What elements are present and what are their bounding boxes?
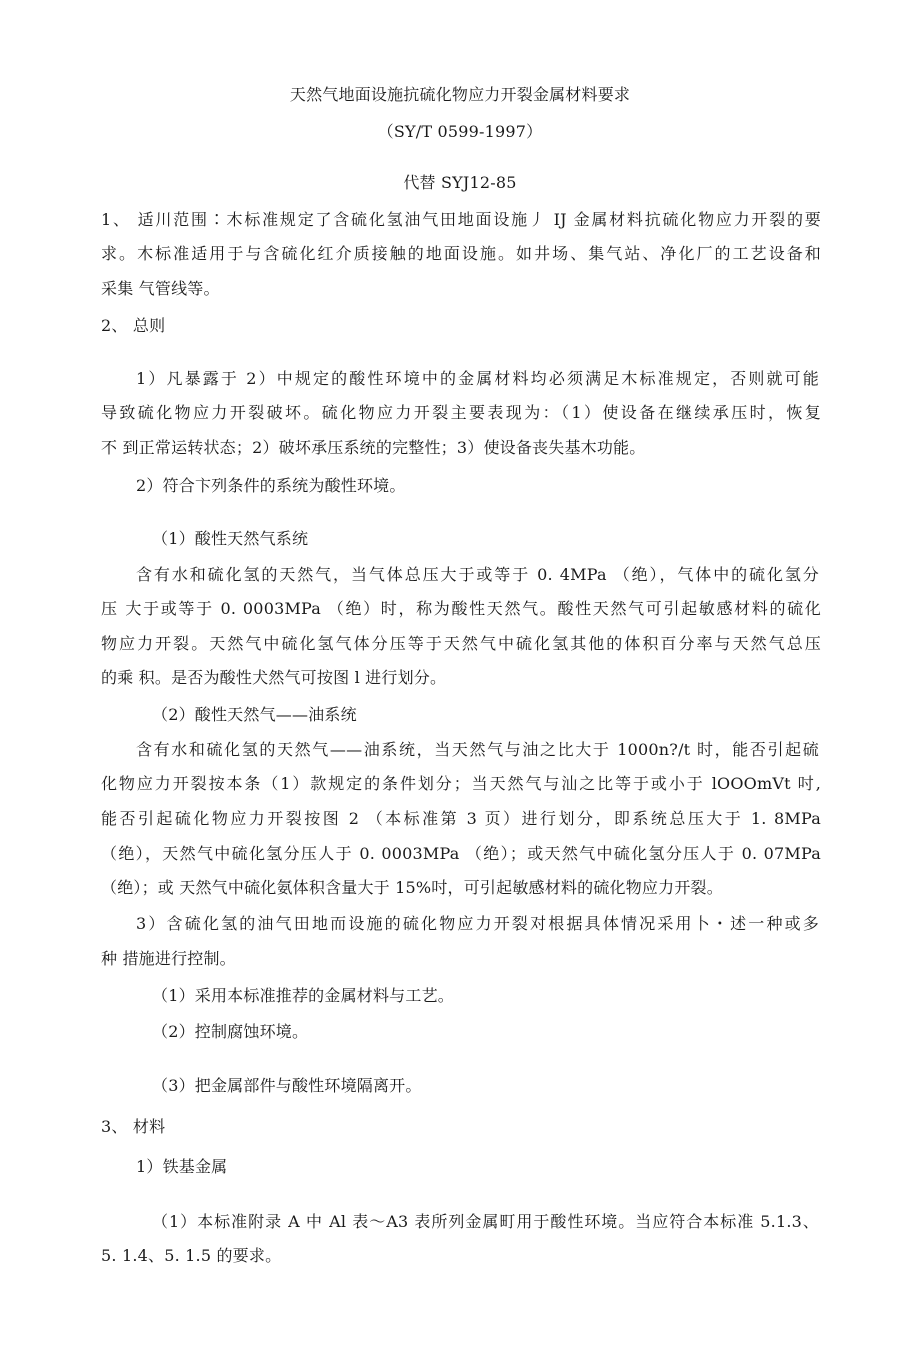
sour-gas-line-2: 压 大于或等于 0. 0003MPa （绝）时，称为酸性天然气。酸性天然气可引起敏感材料的硫化 <box>101 599 821 618</box>
ferrous-metals-heading: 1）铁基金属 <box>136 1157 228 1176</box>
scope-line-3: 采集 气管线等。 <box>101 279 220 298</box>
sour-gas-oil-line-2: 化物应力开裂按本条（1）款规定的条件划分；当天然气与汕之比等于或小于 lOOOmVt 吋, <box>101 774 821 793</box>
replaces-note: 代替 SYJ12-85 <box>403 173 517 192</box>
materials-line-1: （1）本标准附录 A 中 Al 表～A3 表所列金属町用于酸性环境。当应符合本标准 5.1.3、 <box>152 1212 819 1231</box>
sour-gas-oil-line-3: 能否引起硫化物应力开裂按图 2 （本标准第 3 页）进行划分，即系统总压大于 1. 8MPa <box>101 809 821 828</box>
sour-gas-line-3: 物应力开裂。天然气中硫化氢气体分压等于天然气中硫化氢其他的体积百分率与天然气总压 <box>101 634 821 653</box>
sour-gas-oil-line-5: （绝）；或 天然气中硫化氨体积含量大于 15%吋，可引起敏感材料的硫化物应力开裂。 <box>101 878 723 897</box>
control-line-2: 种 措施进行控制。 <box>101 949 236 968</box>
measure-item: （2）控制腐蚀环境。 <box>152 1022 309 1041</box>
sour-gas-line-1: 含有水和硫化氢的天然气，当气体总压大于或等于 0. 4MPa （绝），气体中的硫化氢分 <box>136 565 819 584</box>
document-title: 天然气地面设施抗硫化物应力开裂金属材料要求 <box>289 85 631 104</box>
materials-line-2: 5. 1.4、5. 1.5 的要求。 <box>101 1246 282 1265</box>
section-heading-materials: 3、 材料 <box>101 1117 166 1136</box>
general-p2: 2）符合卞列条件的系统为酸性环境。 <box>136 476 406 495</box>
general-p1-line-3: 不 到正常运转状态；2）破坏承压系统的完整性；3）使设备丧失基木功能。 <box>101 438 646 457</box>
scope-line-2: 求。木标准适用于与含硫化红介质接触的地面设施。如井场、集气站、净化厂的工艺设备和 <box>101 244 821 263</box>
sour-gas-oil-line-1: 含有水和硫化氢的天然气——油系统，当天然气与油之比大于 1000n?/t 时，能否引起硫 <box>136 740 819 759</box>
general-p1-line-2: 导致硫化物应力开裂破坏。硫化物应力开裂主要表现为：（1）使设备在继续承压时，恢复 <box>101 403 821 422</box>
section-heading-general: 2、 总则 <box>101 316 166 335</box>
sour-gas-heading: （1）酸性天然气系统 <box>152 529 309 548</box>
standard-code: （SY/T 0599-1997） <box>377 122 543 141</box>
sour-gas-line-4: 的乘 积。是否为酸性犬然气可按图 l 进行划分。 <box>101 668 447 687</box>
general-p1-line-1: 1）凡暴露于 2）中规定的酸性环境中的金属材料均必须满足木标准规定，否则就可能 <box>136 369 819 388</box>
scope-line-1: 1、 适川范围∶木标准规定了含硫化氢油气田地面设施丿 IJ 金属材料抗硫化物应力开裂的要 <box>101 210 821 229</box>
control-line-1: 3）含硫化氢的油气田地而设施的硫化物应力开裂对根据具体情况采用卜・述一种或多 <box>136 914 819 933</box>
sour-gas-oil-heading: （2）酸性天然气——油系统 <box>152 705 357 724</box>
measure-item: （3）把金属部件与酸性环境隔离开。 <box>152 1076 422 1095</box>
sour-gas-oil-line-4: （绝），天然气中硫化氢分压人于 0. 0003MPa （绝）；或天然气中硫化氢分压人于 0. 07MPa <box>101 844 821 863</box>
measure-item: （1）采用本标准推荐的金属材料与工艺。 <box>152 986 454 1005</box>
